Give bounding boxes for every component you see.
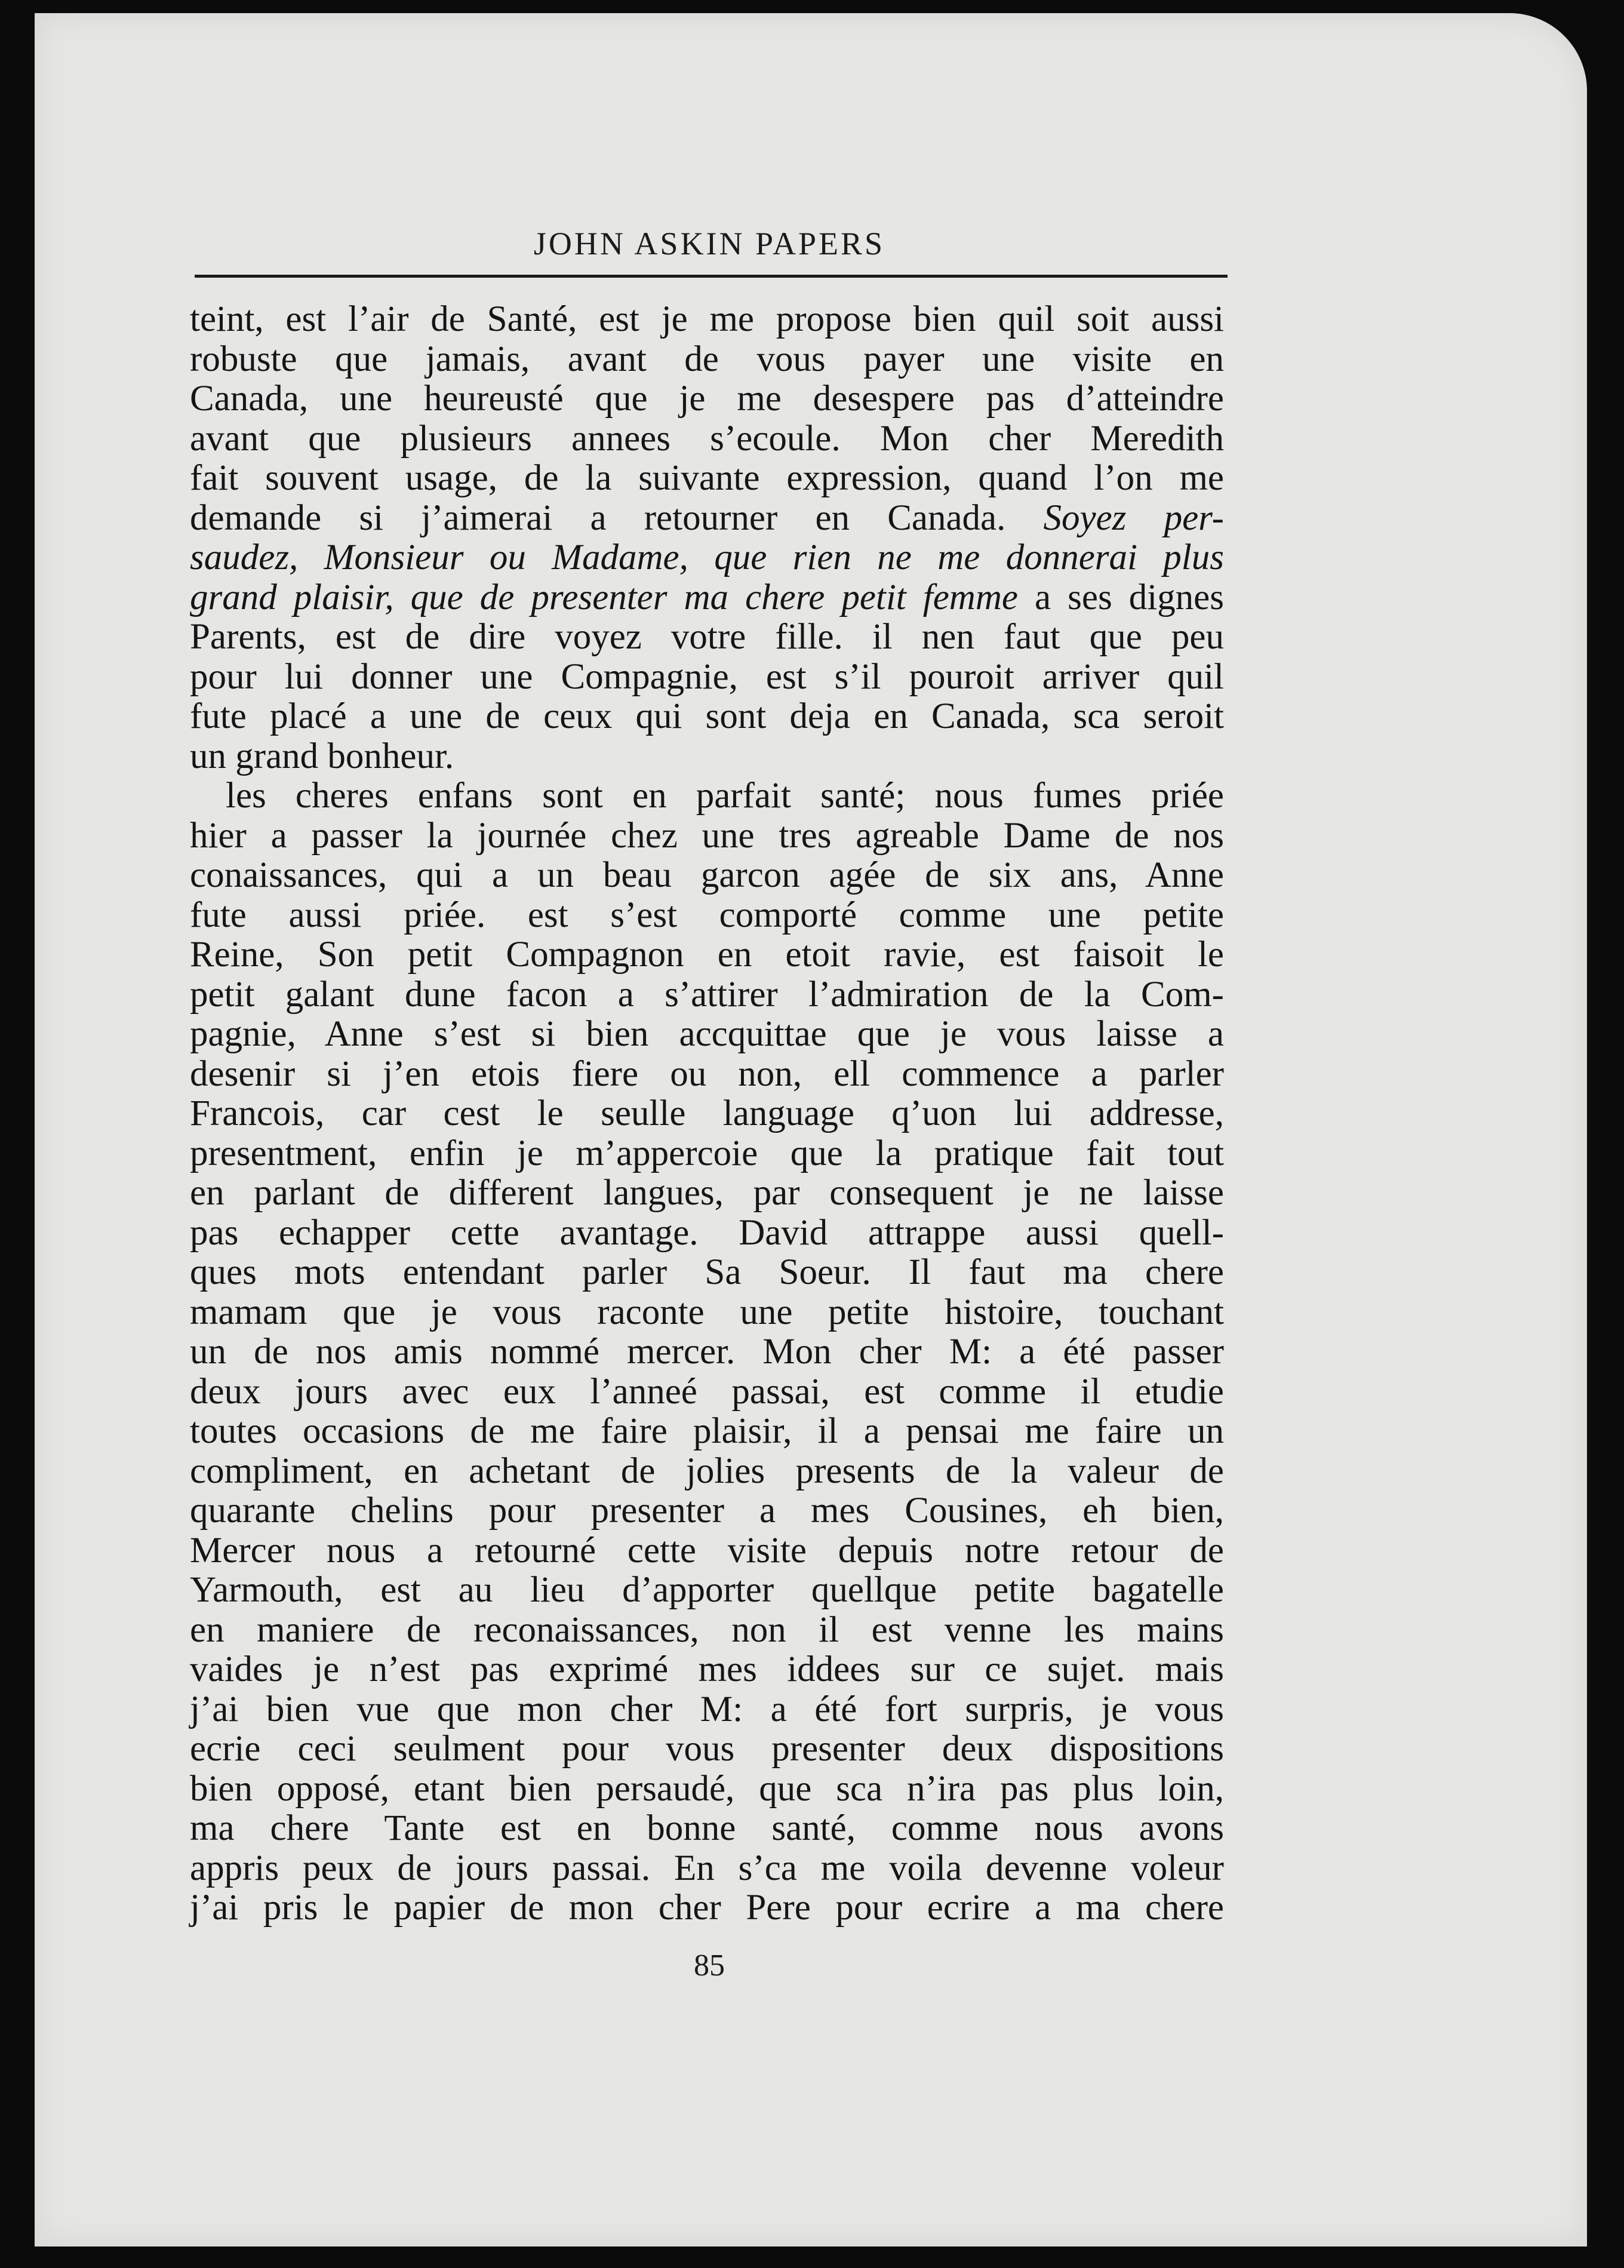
text-segment: ques mots entendant parler Sa Soeur. Il faut ma chere	[190, 1252, 1224, 1292]
text-segment: ma chere Tante est en bonne santé, comme nous avons	[190, 1808, 1224, 1848]
italic-segment: saudez, Monsieur ou Madame, que rien ne me donnerai plus	[190, 537, 1224, 577]
text-segment: fait souvent usage, de la suivante expression, quand l’on me	[190, 458, 1224, 498]
text-segment: Mercer nous a retourné cette visite depuis notre retour de	[190, 1530, 1224, 1571]
text-line	[190, 1372, 1224, 1412]
text-segment: bien opposé, etant bien persaudé, que sca n’ira pas plus loin,	[190, 1768, 1224, 1809]
text-line	[190, 1055, 1224, 1095]
text-segment: pas echapper cette avantage. David attrappe aussi quell-	[190, 1212, 1224, 1253]
body-text	[190, 300, 1224, 1928]
text-segment: pour lui donner une Compagnie, est s’il pouroit arriver quil	[190, 656, 1224, 697]
text-line	[190, 935, 1224, 975]
text-segment: Canada, une heureusté que je me desespere pas d’atteindre	[190, 379, 1224, 419]
text-segment: en maniere de reconaissances, non il est venne les mains	[190, 1609, 1224, 1650]
running-header: JOHN ASKIN PAPERS	[533, 226, 885, 262]
text-line	[190, 896, 1224, 936]
text-line	[190, 1729, 1224, 1769]
text-line	[190, 1769, 1224, 1809]
text-line	[190, 1888, 1224, 1928]
text-segment: robuste que jamais, avant de vous payer une visite en	[190, 339, 1224, 379]
text-line	[190, 816, 1224, 856]
text-segment: Francois, car cest le seulle language q’uon lui addresse,	[190, 1093, 1224, 1133]
text-segment: j’ai pris le papier de mon cher Pere pour ecrire a ma chere	[190, 1888, 1224, 1928]
book-page	[35, 13, 1587, 2247]
text-line	[190, 1412, 1224, 1452]
text-segment: compliment, en achetant de jolies presents de la valeur de	[190, 1450, 1224, 1491]
text-segment: en parlant de different langues, par consequent je ne laisse	[190, 1173, 1224, 1213]
text-segment: Yarmouth, est au lieu d’apporter quellque petite bagatelle	[190, 1570, 1224, 1610]
text-line	[190, 776, 1224, 816]
text-line	[190, 499, 1224, 539]
text-line	[190, 1611, 1224, 1651]
page-number: 85	[694, 1949, 725, 1983]
text-line	[190, 1650, 1224, 1690]
text-segment: presentment, enfin je m’appercoie que la pratique fait tout	[190, 1133, 1224, 1173]
text-segment: conaissances, qui a un beau garcon agée de six ans, Anne	[190, 855, 1224, 895]
header-rule	[195, 275, 1228, 278]
text-segment: fute placé a une de ceux qui sont deja en Canada, sca seroit	[190, 696, 1224, 736]
text-line	[190, 379, 1224, 419]
text-segment: Parents, est de dire voyez votre fille. il nen faut que peu	[190, 617, 1224, 657]
text-line	[190, 856, 1224, 896]
text-line	[190, 1015, 1224, 1055]
text-line	[190, 1253, 1224, 1293]
text-line	[190, 340, 1224, 380]
text-line	[190, 1690, 1224, 1730]
text-line	[190, 419, 1224, 459]
text-segment: demande si j’aimerai a retourner en Canada.	[190, 497, 1044, 538]
text-segment: un grand bonheur.	[190, 736, 454, 776]
text-segment: deux jours avec eux l’anneé passai, est comme il etudie	[190, 1371, 1224, 1412]
text-segment: mamam que je vous raconte une petite histoire, touchant	[190, 1292, 1224, 1332]
text-line	[190, 975, 1224, 1015]
text-line	[190, 697, 1224, 737]
text-segment: petit galant dune facon a s’attirer l’admiration de la Com-	[190, 974, 1224, 1015]
text-line	[190, 657, 1224, 697]
text-segment: ecrie ceci seulment pour vous presenter deux dispositions	[190, 1729, 1224, 1769]
text-segment: toutes occasions de me faire plaisir, il a pensai me faire un	[190, 1411, 1224, 1451]
text-segment: appris peux de jours passai. En s’ca me voila devenne voleur	[190, 1848, 1224, 1888]
text-line	[190, 1809, 1224, 1849]
text-line	[190, 1094, 1224, 1134]
text-line	[190, 1452, 1224, 1492]
text-segment: j’ai bien vue que mon cher M: a été fort surpris, je vous	[190, 1689, 1224, 1729]
text-line	[190, 300, 1224, 340]
text-line	[190, 1173, 1224, 1213]
text-segment: quarante chelins pour presenter a mes Cousines, eh bien,	[190, 1491, 1224, 1531]
text-segment: pagnie, Anne s’est si bien accquittae que je vous laisse a	[190, 1014, 1224, 1054]
text-line	[190, 737, 1224, 777]
text-segment: hier a passer la journée chez une tres agreable Dame de nos	[190, 815, 1224, 856]
text-segment: avant que plusieurs annees s’ecoule. Mon cher Meredith	[190, 418, 1224, 459]
text-segment: Reine, Son petit Compagnon en etoit ravie, est faisoit le	[190, 935, 1224, 975]
text-segment: fute aussi priée. est s’est comporté comme une petite	[190, 895, 1224, 935]
text-segment: teint, est l’air de Santé, est je me propose bien quil soit aussi	[190, 299, 1224, 339]
text-line	[190, 459, 1224, 499]
text-line	[190, 1332, 1224, 1372]
text-line	[190, 1531, 1224, 1571]
text-line	[190, 578, 1224, 618]
text-line	[190, 1571, 1224, 1611]
text-line	[190, 1293, 1224, 1333]
text-line	[190, 538, 1224, 578]
text-segment: les cheres enfans sont en parfait santé; nous fumes priée	[226, 776, 1224, 816]
text-line	[190, 617, 1224, 657]
text-line	[190, 1134, 1224, 1174]
italic-segment: grand plaisir, que de presenter ma chere petit femme	[190, 577, 1018, 617]
text-segment: un de nos amis nommé mercer. Mon cher M: a été passer	[190, 1332, 1224, 1372]
text-line	[190, 1491, 1224, 1531]
text-segment: a ses dignes	[1018, 577, 1224, 617]
text-line	[190, 1213, 1224, 1253]
text-line	[190, 1849, 1224, 1889]
text-segment: vaides je n’est pas exprimé mes iddees sur ce sujet. mais	[190, 1649, 1224, 1689]
italic-segment: Soyez per-	[1043, 497, 1224, 538]
text-segment: desenir si j’en etois fiere ou non, ell commence a parler	[190, 1053, 1224, 1094]
